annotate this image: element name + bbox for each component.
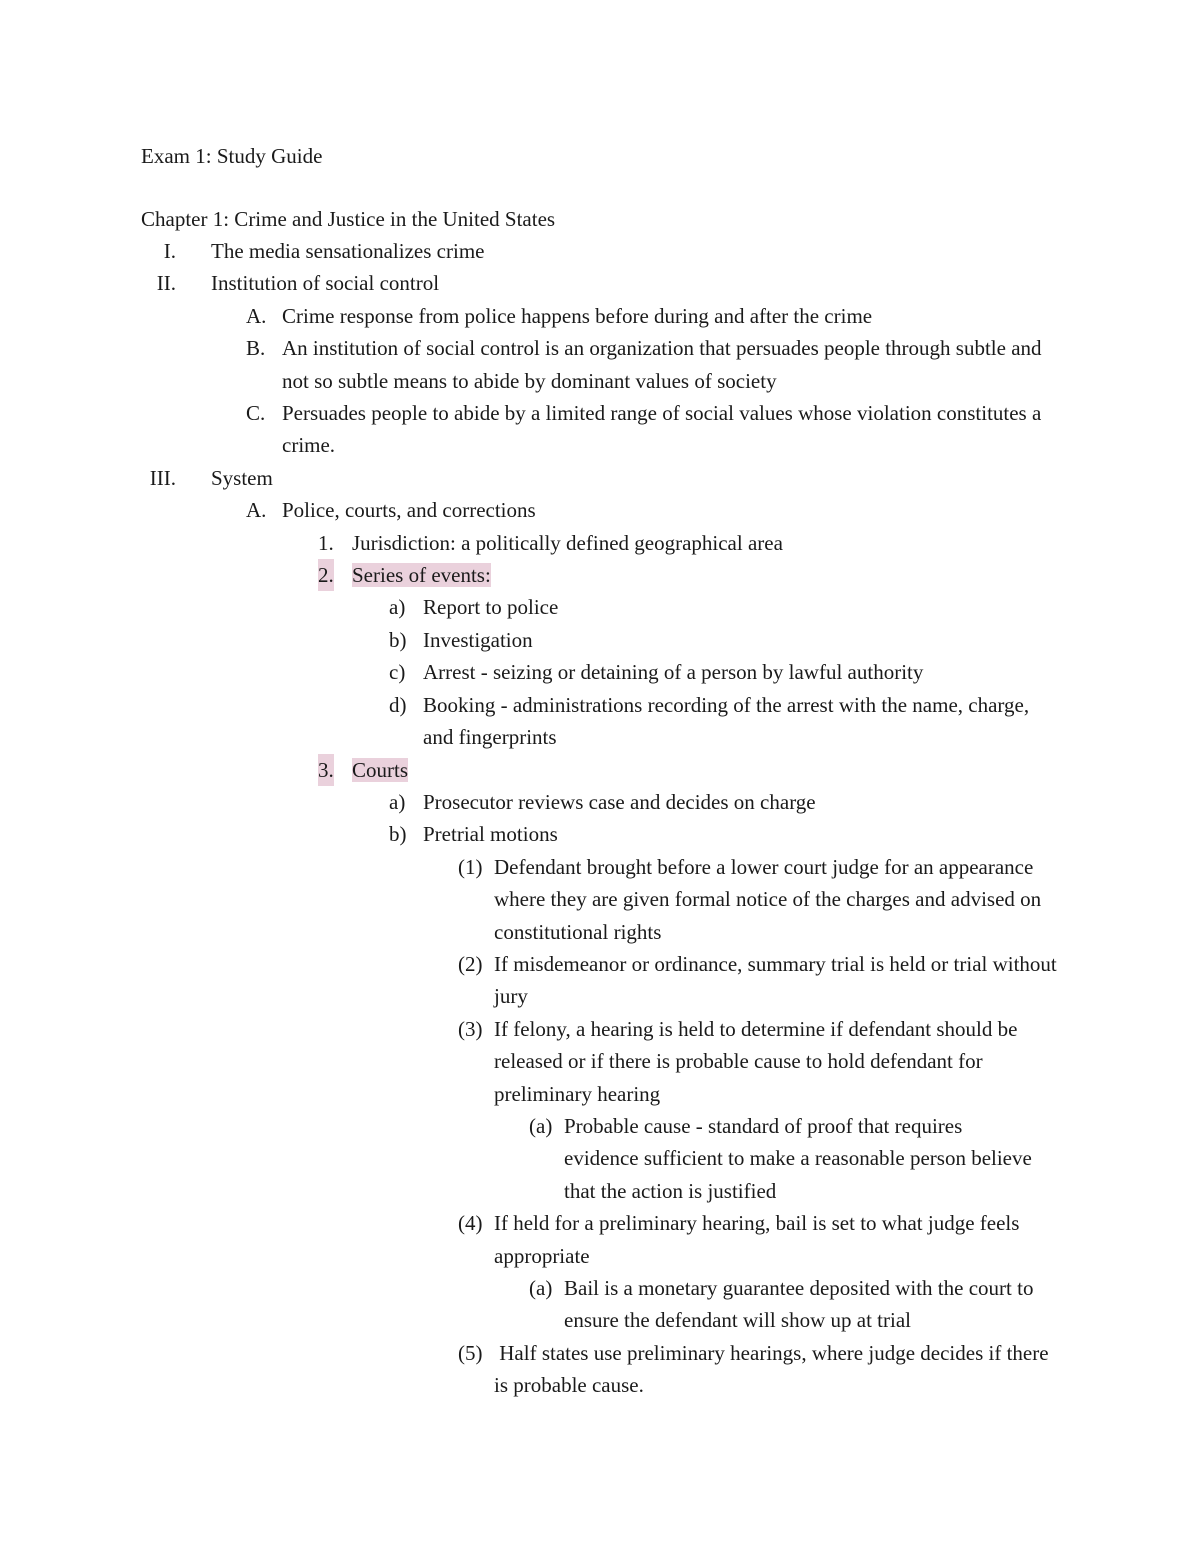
outline-text-content: Bail is a monetary guarantee deposited with the court to ensure the defendant will show up at trial bbox=[564, 1276, 1039, 1333]
outline-text-content: Booking - administrations recording of the arrest with the name, charge, and fingerprints bbox=[423, 692, 1035, 750]
outline-item bbox=[0, 332, 1200, 397]
outline-text bbox=[211, 235, 1071, 267]
outline-item bbox=[0, 1013, 1200, 1110]
outline-text-content: Report to police bbox=[423, 595, 559, 620]
outline-text bbox=[423, 624, 1063, 656]
outline-text-content: Persuades people to abide by a limited range of social values whose violation constitutes a crime. bbox=[282, 401, 1047, 458]
outline-item bbox=[0, 1337, 1200, 1402]
outline-item bbox=[0, 494, 1200, 526]
outline-text bbox=[423, 786, 1063, 818]
outline-text-content: Pretrial motions bbox=[423, 822, 558, 847]
outline-marker: d) bbox=[389, 692, 407, 717]
outline-text bbox=[282, 494, 1072, 526]
outline-marker: 3. bbox=[318, 754, 334, 786]
outline-text-content: Defendant brought before a lower court judge for an appearance where they are given formal notice of the charges and advised on constitutional rights bbox=[494, 854, 1047, 944]
outline-item bbox=[0, 397, 1200, 462]
outline-marker: A. bbox=[246, 303, 267, 328]
outline-text bbox=[282, 332, 1072, 397]
outline-text bbox=[564, 1110, 1038, 1207]
outline-text-content: Jurisdiction: a politically defined geographical area bbox=[352, 530, 783, 555]
outline-text-content: If felony, a hearing is held to determine if defendant should be released or if there is probable cause to hold defendant for preliminary hearing bbox=[494, 1016, 1023, 1106]
outline-item bbox=[0, 1272, 1200, 1337]
outline-item bbox=[0, 559, 1200, 591]
outline-text-content: If held for a preliminary hearing, bail is set to what judge feels appropriate bbox=[494, 1211, 1025, 1268]
outline-item bbox=[0, 818, 1200, 850]
outline-text-content: Crime response from police happens before during and after the crime bbox=[282, 303, 873, 328]
outline-marker: 1. bbox=[318, 530, 334, 555]
outline-marker: (a) bbox=[529, 1276, 553, 1300]
outline-item bbox=[0, 624, 1200, 656]
outline-text-content: An institution of social control is an organization that persuades people through subtle and not so subtle means to abide by dominant values of society bbox=[282, 336, 1047, 393]
outline-marker: b) bbox=[389, 822, 407, 847]
outline-item bbox=[0, 656, 1200, 688]
document-title: Exam 1: Study Guide bbox=[141, 144, 323, 168]
outline-text bbox=[423, 818, 1063, 850]
outline-item bbox=[0, 267, 1200, 299]
outline-text bbox=[494, 851, 1064, 948]
outline-item bbox=[0, 786, 1200, 818]
outline-marker: (4) bbox=[458, 1211, 483, 1236]
outline-text-content: Investigation bbox=[423, 627, 533, 652]
outline-text-content: Police, courts, and corrections bbox=[282, 498, 536, 523]
outline-text bbox=[211, 462, 1071, 494]
outline-text-content: Half states use preliminary hearings, where judge decides if there is probable cause. bbox=[494, 1340, 1054, 1398]
outline-item bbox=[0, 591, 1200, 623]
outline-text bbox=[494, 1207, 1064, 1272]
outline-text-content: System bbox=[211, 465, 273, 490]
outline-marker: (5) bbox=[458, 1340, 483, 1365]
outline-marker: II. bbox=[156, 271, 176, 296]
outline-text-content: Series of events: bbox=[352, 563, 491, 588]
outline-text-content: If misdemeanor or ordinance, summary trial is held or trial without jury bbox=[494, 951, 1063, 1009]
outline-item bbox=[0, 754, 1200, 786]
outline-marker: a) bbox=[389, 789, 406, 814]
outline-item bbox=[0, 851, 1200, 948]
outline-marker: A. bbox=[246, 498, 267, 523]
outline-text-content: The media sensationalizes crime bbox=[211, 239, 485, 263]
outline-text-content: Courts bbox=[352, 757, 409, 782]
outline-text bbox=[423, 689, 1063, 754]
outline-marker: b) bbox=[389, 627, 407, 652]
outline-marker: c) bbox=[389, 660, 406, 685]
outline-text bbox=[282, 300, 1072, 332]
outline-text bbox=[423, 656, 1063, 688]
outline-text-content: Institution of social control bbox=[211, 271, 440, 296]
outline-text bbox=[352, 754, 1072, 786]
outline-marker: a) bbox=[389, 595, 406, 620]
outline-marker: I. bbox=[163, 239, 176, 263]
outline-text bbox=[211, 267, 1071, 299]
outline-text bbox=[494, 948, 1064, 1013]
outline-marker: (3) bbox=[458, 1016, 483, 1041]
outline-item bbox=[0, 527, 1200, 559]
outline-marker: (2) bbox=[458, 951, 483, 976]
outline-item bbox=[0, 948, 1200, 1013]
outline-text bbox=[494, 1013, 1064, 1110]
outline-text bbox=[352, 527, 1072, 559]
outline-marker: (a) bbox=[529, 1113, 553, 1138]
outline-item bbox=[0, 462, 1200, 494]
outline-text bbox=[352, 559, 1072, 591]
outline-text bbox=[564, 1272, 1039, 1337]
outline-marker: C. bbox=[246, 401, 266, 426]
outline-item bbox=[0, 689, 1200, 754]
outline-marker: B. bbox=[246, 336, 266, 361]
outline-marker: (1) bbox=[458, 854, 483, 879]
outline-text-content: Prosecutor reviews case and decides on charge bbox=[423, 789, 816, 814]
chapter-heading: Chapter 1: Crime and Justice in the United States bbox=[141, 207, 556, 231]
outline-text bbox=[282, 397, 1072, 462]
outline-item bbox=[0, 1110, 1200, 1207]
outline-text bbox=[494, 1337, 1064, 1402]
outline-text bbox=[423, 591, 1063, 623]
outline-text-content: Arrest - seizing or detaining of a person by lawful authority bbox=[423, 660, 924, 685]
outline-marker: 2. bbox=[318, 559, 334, 591]
outline-item bbox=[0, 300, 1200, 332]
outline-marker: III. bbox=[149, 465, 176, 490]
outline-item bbox=[0, 235, 1200, 267]
outline-list bbox=[0, 235, 1200, 1402]
outline-item bbox=[0, 1207, 1200, 1272]
outline-text-content: Probable cause - standard of proof that requires evidence sufficient to make a reasonable person believe that the action is justified bbox=[564, 1113, 1038, 1203]
